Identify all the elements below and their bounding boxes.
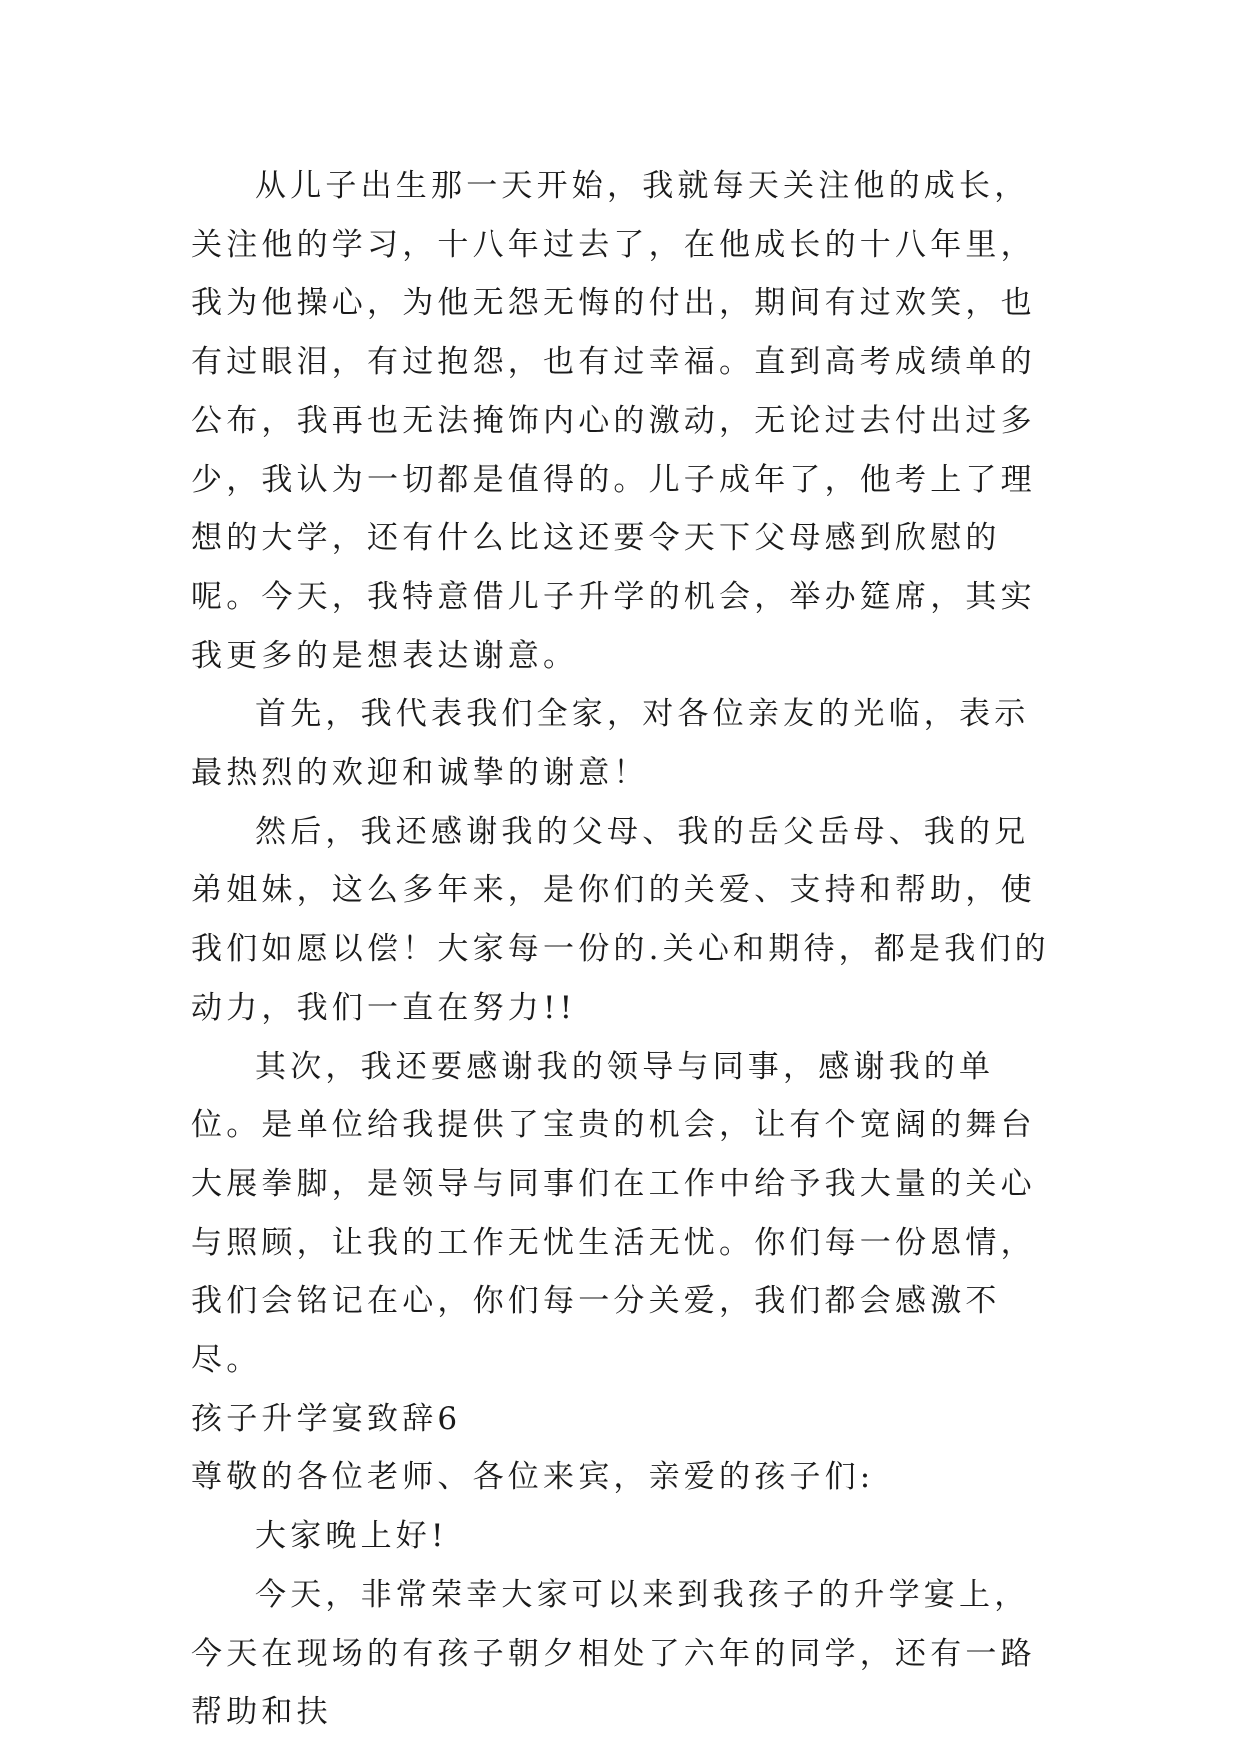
paragraph-family-thanks: 然后，我还感谢我的父母、我的岳父岳母、我的兄弟姐妹，这么多年来，是你们的关爱、支持和帮助，使我们如愿以偿！大家每一份的.关心和期待，都是我们的动力，我们一直在努力!! [191,813,1050,1026]
paragraph-upbringing: 从儿子出生那一天开始，我就每天关注他的成长，关注他的学习，十八年过去了，在他成长的十八年里，我为他操心，为他无怨无悔的付出，期间有过欢笑，也有过眼泪，有过抱怨，也有过幸福。直到高考成绩单的公布，我再也无法掩饰内心的激动，无论过去付出过多少，我认为一切都是值得的。儿子成年了，他考上了理想的大学，还有什么比这还要令天下父母感到欣慰的呢。今天，我特意借儿子升学的机会，举办筵席，其实我更多的是想表达谢意。 [191,168,1036,674]
paragraph-colleague-thanks: 其次，我还要感谢我的领导与同事，感谢我的单位。是单位给我提供了宝贵的机会，让有个宽阔的舞台大展拳脚，是领导与同事们在工作中给予我大量的关心与照顾，让我的工作无忧生活无忧。你们每一份恩情，我们会铭记在心，你们每一分关爱，我们都会感激不尽。 [191,1048,1036,1379]
salutation: 尊敬的各位老师、各位来宾，亲爱的孩子们: [191,1459,875,1496]
paragraph-welcome-thanks: 首先，我代表我们全家，对各位亲友的光临，表示最热烈的欢迎和诚挚的谢意！ [191,696,1030,792]
paragraph-opening: 今天，非常荣幸大家可以来到我孩子的升学宴上，今天在现场的有孩子朝夕相处了六年的同学，还有一路帮助和扶 [191,1576,1036,1731]
section-title: 孩子升学宴致辞6 [191,1400,462,1437]
greeting: 大家晚上好! [255,1518,448,1555]
document-body [191,157,1052,1742]
